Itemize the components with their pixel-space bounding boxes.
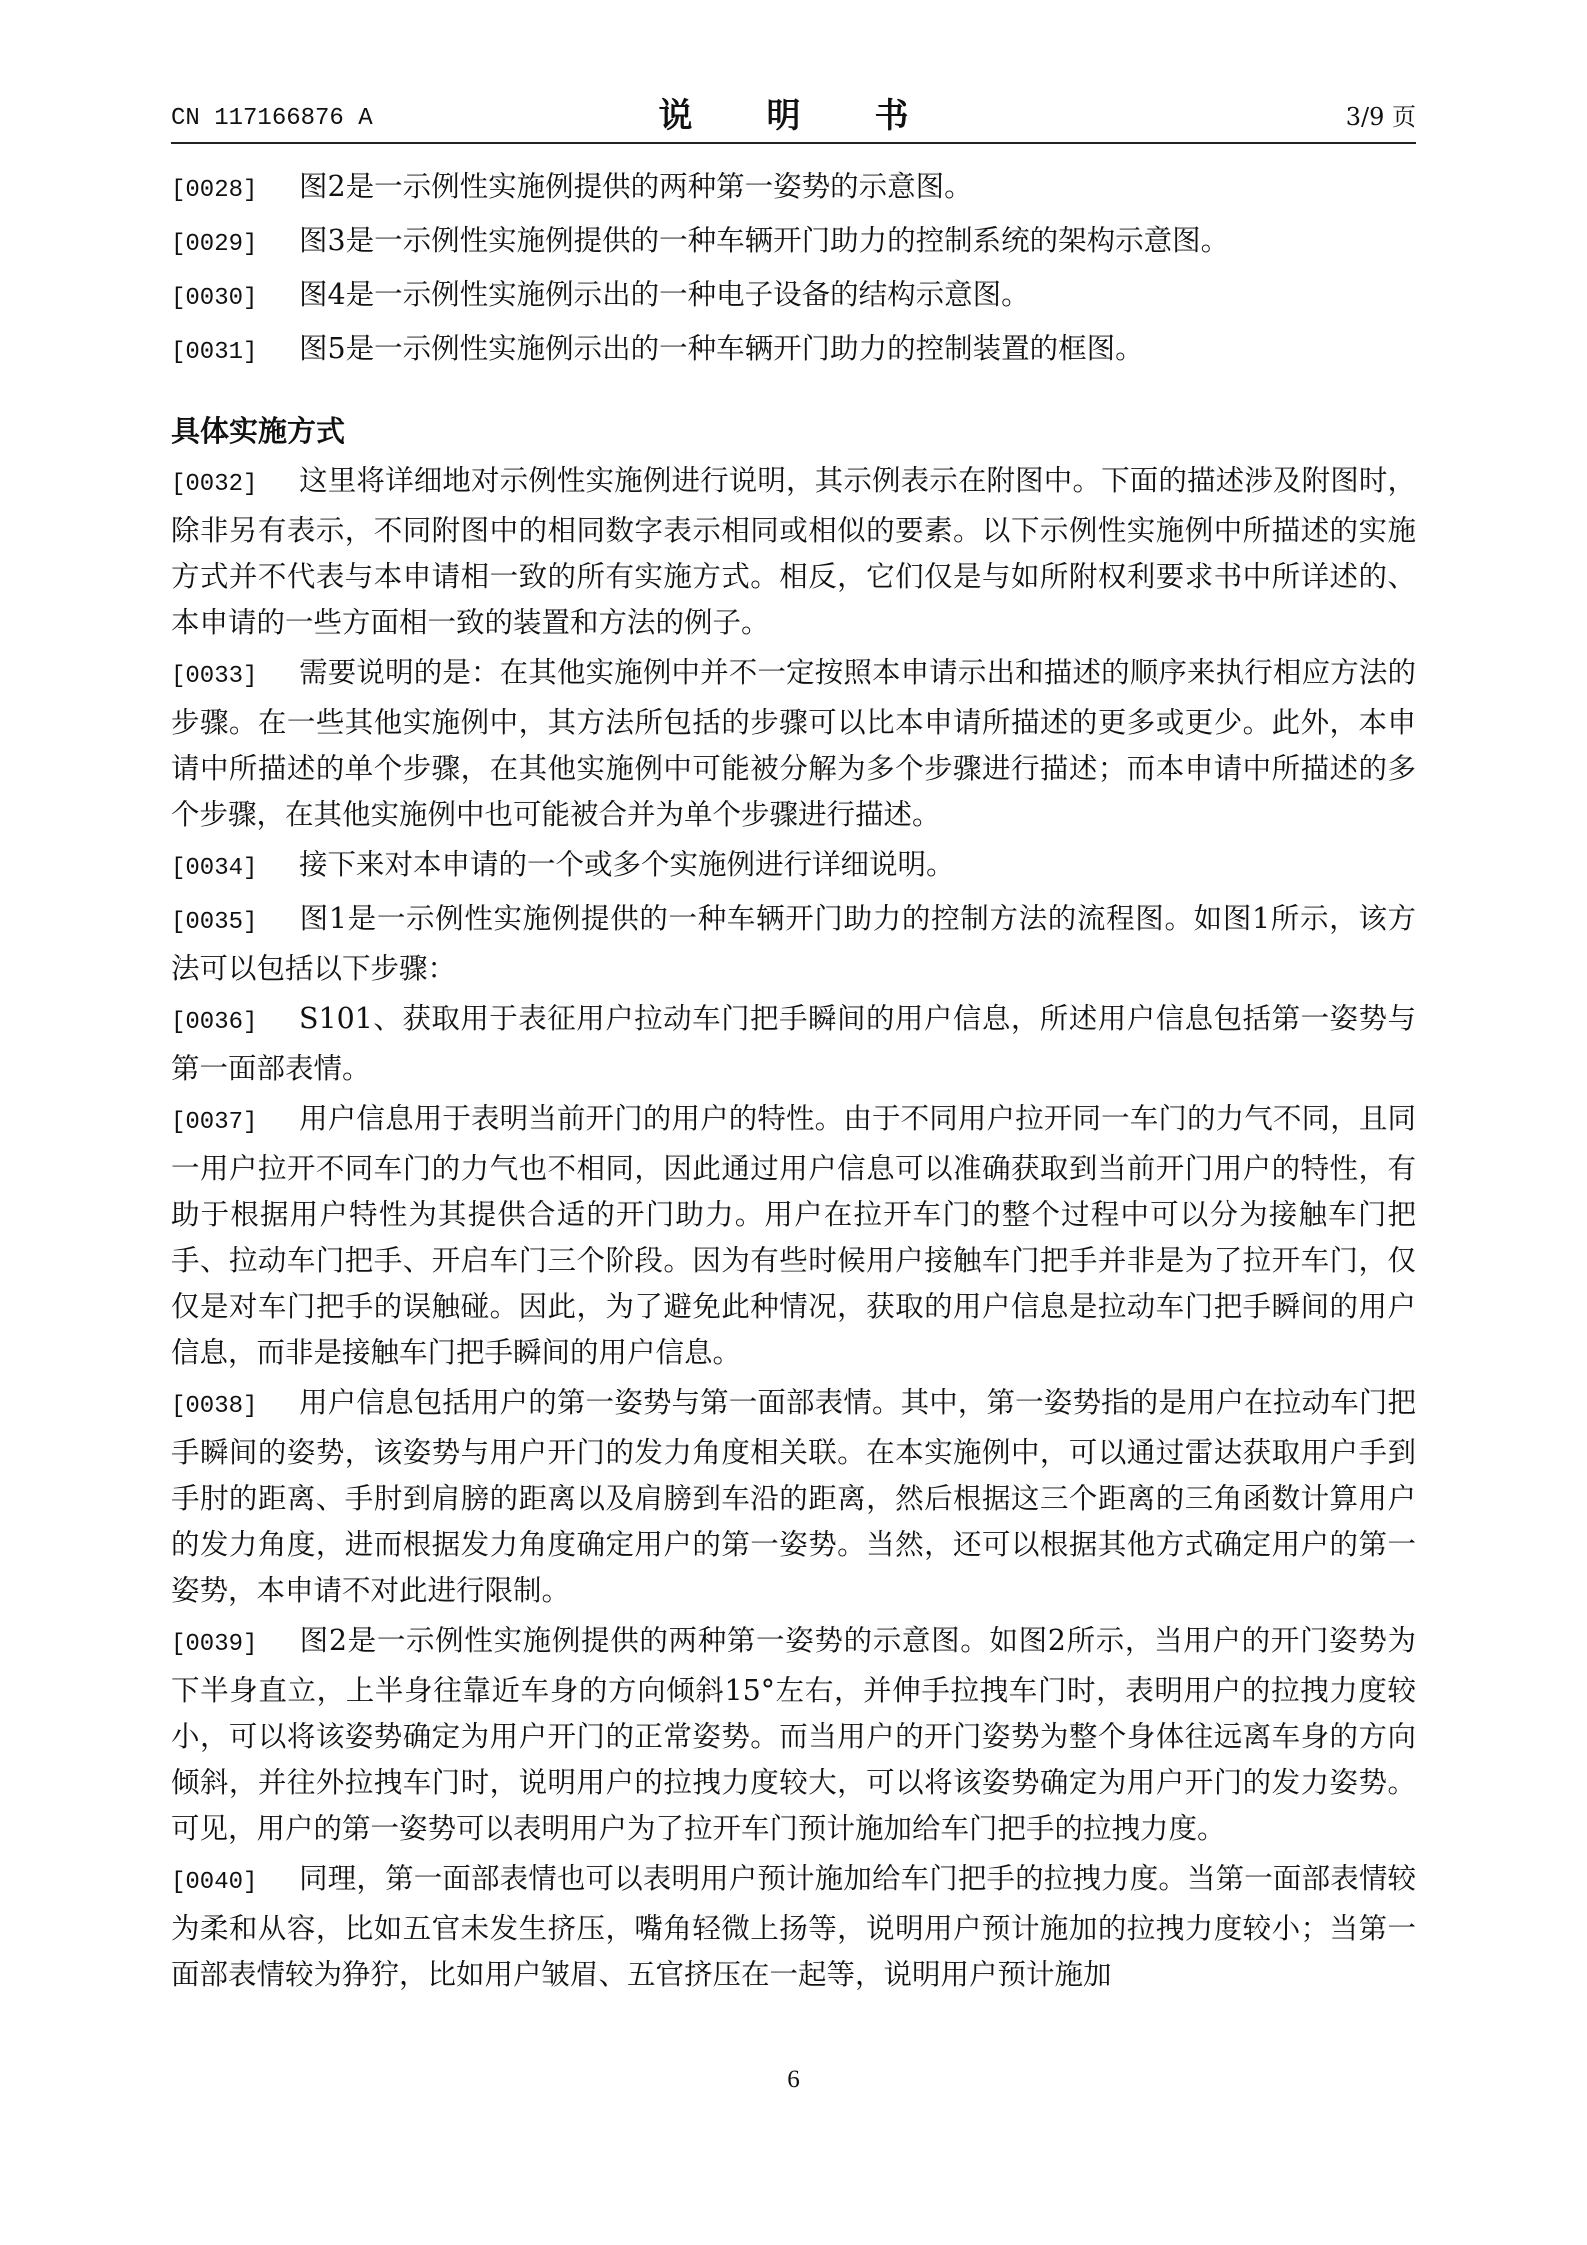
paragraph (171, 458, 1416, 646)
publication-number: CN 117166876 A (171, 105, 373, 132)
paragraph-text: 图2是一示例性实施例提供的两种第一姿势的示意图。 (299, 170, 973, 203)
paragraph-text: 同理，第一面部表情也可以表明用户预计施加给车门把手的拉拽力度。当第一面部表情较为柔和从容，比如五官未发生挤压，嘴角轻微上扬等，说明用户预计施加的拉拽力度较小；当第一面部表情较为狰狞，比如用户皱眉、五官挤压在一起等，说明用户预计施加 (171, 1862, 1416, 1991)
paragraph-text: 图3是一示例性实施例提供的一种车辆开门助力的控制系统的架构示意图。 (299, 224, 1230, 257)
paragraph-number: [0038] (171, 1393, 258, 1420)
paragraph (171, 164, 1416, 214)
paragraph-text: 用户信息包括用户的第一姿势与第一面部表情。其中，第一姿势指的是用户在拉动车门把手瞬间的姿势，该姿势与用户开门的发力角度相关联。在本实施例中，可以通过雷达获取用户手到手肘的距离、手肘到肩膀的距离以及肩膀到车沿的距离，然后根据这三个距离的三角函数计算用户的发力角度，进而根据发力角度确定用户的第一姿势。当然，还可以根据其他方式确定用户的第一姿势，本申请不对此进行限制。 (171, 1386, 1416, 1607)
paragraph (171, 326, 1416, 376)
paragraph-number: [0036] (171, 1009, 258, 1036)
paragraph-text: 图4是一示例性实施例示出的一种电子设备的结构示意图。 (299, 278, 1030, 311)
paragraph-text: 需要说明的是：在其他实施例中并不一定按照本申请示出和描述的顺序来执行相应方法的步骤。在一些其他实施例中，其方法所包括的步骤可以比本申请所描述的更多或更少。此外，本申请中所描述的单个步骤，在其他实施例中可能被分解为多个步骤进行描述；而本申请中所描述的多个步骤，在其他实施例中也可能被合并为单个步骤进行描述。 (171, 656, 1416, 831)
page-number: 6 (787, 2066, 800, 2093)
paragraph (171, 1856, 1416, 1998)
paragraph (171, 1096, 1416, 1376)
paragraph-text: S101、获取用于表征用户拉动车门把手瞬间的用户信息，所述用户信息包括第一姿势与第一面部表情。 (171, 1002, 1416, 1085)
page-header (171, 92, 1416, 138)
paragraph-text: 用户信息用于表明当前开门的用户的特性。由于不同用户拉开同一车门的力气不同，且同一用户拉开不同车门的力气也不相同，因此通过用户信息可以准确获取到当前开门用户的特性，有助于根据用户特性为其提供合适的开门助力。用户在拉开车门的整个过程中可以分为接触车门把手、拉动车门把手、开启车门三个阶段。因为有些时候用户接触车门把手并非是为了拉开车门，仅仅是对车门把手的误触碰。因此，为了避免此种情况，获取的用户信息是拉动车门把手瞬间的用户信息，而非是接触车门把手瞬间的用户信息。 (171, 1102, 1416, 1369)
paragraph-text: 图5是一示例性实施例示出的一种车辆开门助力的控制装置的框图。 (299, 332, 1144, 365)
paragraph-number: [0030] (171, 285, 258, 312)
paragraph-number: [0029] (171, 231, 258, 258)
paragraph-text: 图2是一示例性实施例提供的两种第一姿势的示意图。如图2所示，当用户的开门姿势为下半身直立，上半身往靠近车身的方向倾斜15°左右，并伸手拉拽车门时，表明用户的拉拽力度较小，可以将该姿势确定为用户开门的正常姿势。而当用户的开门姿势为整个身体往远离车身的方向倾斜，并往外拉拽车门时，说明用户的拉拽力度较大，可以将该姿势确定为用户开门的发力姿势。可见，用户的第一姿势可以表明用户为了拉开车门预计施加给车门把手的拉拽力度。 (171, 1624, 1416, 1845)
paragraph-number: [0039] (171, 1631, 258, 1658)
paragraph-text: 接下来对本申请的一个或多个实施例进行详细说明。 (299, 848, 955, 881)
paragraph (171, 650, 1416, 838)
paragraph-number: [0037] (171, 1109, 258, 1136)
paragraph-number: [0028] (171, 177, 258, 204)
paragraph-number: [0033] (171, 663, 258, 690)
paragraph (171, 1380, 1416, 1614)
paragraph-number: [0034] (171, 855, 258, 882)
section-heading: 具体实施方式 (171, 414, 346, 448)
paragraph (171, 896, 1416, 992)
paragraph-number: [0040] (171, 1869, 258, 1896)
paragraph-number: [0032] (171, 471, 258, 498)
header-rule (171, 142, 1416, 144)
paragraph (171, 1618, 1416, 1852)
paragraph-text: 图1是一示例性实施例提供的一种车辆开门助力的控制方法的流程图。如图1所示，该方法可以包括以下步骤： (171, 902, 1416, 985)
paragraph-number: [0031] (171, 339, 258, 366)
page-indicator: 3/9 页 (1345, 103, 1416, 131)
paragraph (171, 272, 1416, 322)
paragraph (171, 218, 1416, 268)
paragraph (171, 842, 1416, 892)
document-body (171, 164, 1416, 2002)
paragraph-number: [0035] (171, 909, 258, 936)
paragraph (171, 996, 1416, 1092)
document-title: 说 明 书 (658, 96, 929, 136)
paragraph-text: 这里将详细地对示例性实施例进行说明，其示例表示在附图中。下面的描述涉及附图时，除非另有表示，不同附图中的相同数字表示相同或相似的要素。以下示例性实施例中所描述的实施方式并不代表与本申请相一致的所有实施方式。相反，它们仅是与如所附权利要求书中所详述的、本申请的一些方面相一致的装置和方法的例子。 (171, 464, 1416, 639)
